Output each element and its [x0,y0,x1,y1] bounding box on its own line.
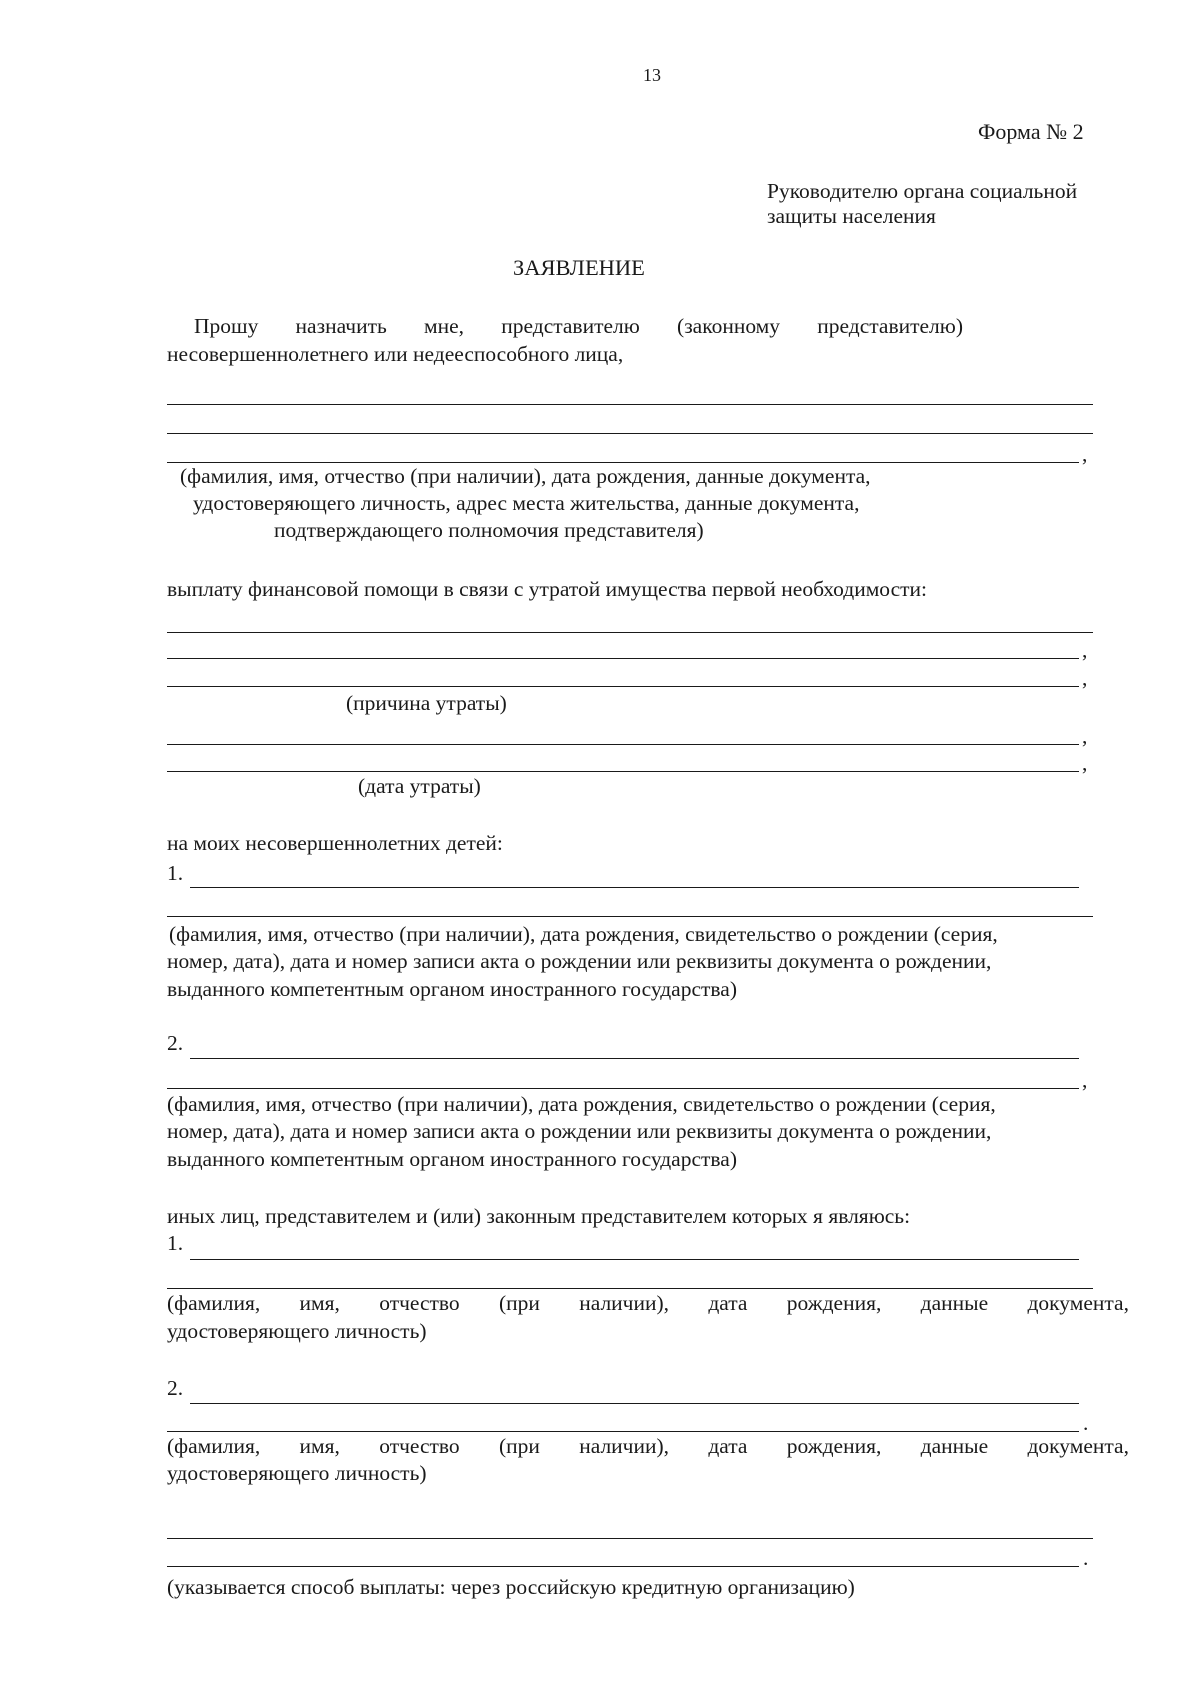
children-heading: на моих несовершеннолетних детей: [167,831,503,855]
caption-word: (при [498,1434,540,1458]
trailing-comma: , [1082,724,1088,748]
trailing-comma: , [1082,442,1088,466]
trailing-period: . [1083,1411,1089,1435]
person-1-field-line-2[interactable] [167,1288,1093,1289]
trailing-comma: , [1082,666,1088,690]
trailing-comma: , [1082,1068,1088,1092]
caption-word: рождения, [786,1291,882,1315]
intro-word: назначить [295,314,387,338]
person-caption-line-1 [167,1436,1129,1458]
loss-date-field-line-1[interactable] [167,744,1079,745]
applicant-caption-line-3: подтверждающего полномочия представителя) [274,518,704,542]
loss-field-line-2[interactable] [167,658,1079,659]
caption-word: (при [498,1291,540,1315]
caption-word: рождения, [786,1434,882,1458]
applicant-caption-line-1: (фамилия, имя, отчество (при наличии), дата рождения, данные документа, [180,464,871,488]
child-1-field-line-2[interactable] [167,916,1093,917]
person-caption-line-2: удостоверяющего личность) [167,1319,427,1343]
person-2-number: 2. [167,1376,184,1400]
trailing-comma: , [1082,751,1088,775]
caption-word: документа, [1027,1291,1129,1315]
caption-word: дата [708,1291,748,1315]
payment-method-caption: (указывается способ выплаты: через российскую кредитную организацию) [167,1575,855,1599]
loss-field-line-3[interactable] [167,686,1079,687]
loss-reason-caption: (причина утраты) [346,691,507,715]
intro-word: (законному [677,314,781,338]
caption-word: наличии), [579,1434,670,1458]
payment-request-text: выплату финансовой помощи в связи с утратой имущества первой необходимости: [167,577,928,601]
child-1-number: 1. [167,861,184,885]
intro-word: представителю) [817,314,963,338]
intro-word: представителю [501,314,640,338]
caption-word: отчество [379,1434,460,1458]
child-2-field-line-1[interactable] [190,1058,1079,1059]
caption-word: (фамилия, [167,1291,261,1315]
loss-field-line-1[interactable] [167,632,1093,633]
page-number: 13 [643,65,661,85]
child-1-field-line-1[interactable] [190,887,1079,888]
person-2-field-line-2[interactable] [167,1431,1079,1432]
applicant-field-line-1[interactable] [167,404,1093,405]
other-persons-heading: иных лиц, представителем и (или) законным представителем которых я являюсь: [167,1204,911,1228]
person-1-number: 1. [167,1231,184,1255]
addressee-line-1: Руководителю органа социальной [767,179,1078,203]
intro-line-2: несовершеннолетнего или недееспособного лица, [167,342,624,366]
child-2-field-line-2[interactable] [167,1088,1079,1089]
loss-date-caption: (дата утраты) [358,774,481,798]
caption-word: дата [708,1434,748,1458]
loss-date-field-line-2[interactable] [167,771,1079,772]
applicant-caption-line-2: удостоверяющего личность, адрес места жительства, данные документа, [193,491,860,515]
child-caption-line-2: номер, дата), дата и номер записи акта о рождении или реквизиты документа о рождении, [167,1119,992,1143]
caption-word: документа, [1027,1434,1129,1458]
intro-word: мне, [424,314,465,338]
caption-word: данные [920,1434,989,1458]
caption-word: имя, [299,1291,340,1315]
trailing-period: . [1083,1546,1089,1570]
caption-word: данные [920,1291,989,1315]
person-1-field-line-1[interactable] [190,1259,1079,1260]
caption-word: отчество [379,1291,460,1315]
payment-method-field-line-2[interactable] [167,1566,1079,1567]
caption-word: наличии), [579,1291,670,1315]
applicant-field-line-2[interactable] [167,433,1093,434]
person-2-field-line-1[interactable] [190,1403,1079,1404]
child-caption-line-2: номер, дата), дата и номер записи акта о рождении или реквизиты документа о рождении, [167,949,992,973]
intro-line-1 [194,316,963,338]
caption-word: (фамилия, [167,1434,261,1458]
addressee-line-2: защиты населения [767,204,936,228]
form-number: Форма № 2 [978,119,1084,144]
child-caption-line-3: выданного компетентным органом иностранного государства) [167,977,737,1001]
child-caption-line-1: (фамилия, имя, отчество (при наличии), дата рождения, свидетельство о рождении (серия, [169,922,998,946]
applicant-field-line-3[interactable] [167,462,1079,463]
document-title: ЗАЯВЛЕНИЕ [513,255,645,280]
trailing-comma: , [1082,638,1088,662]
payment-method-field-line-1[interactable] [167,1538,1093,1539]
child-caption-line-3: выданного компетентным органом иностранного государства) [167,1147,737,1171]
intro-word: Прошу [194,314,259,338]
child-caption-line-1: (фамилия, имя, отчество (при наличии), дата рождения, свидетельство о рождении (серия, [167,1092,996,1116]
person-caption-line-1 [167,1293,1129,1315]
person-caption-line-2: удостоверяющего личность) [167,1461,427,1485]
child-2-number: 2. [167,1031,184,1055]
caption-word: имя, [299,1434,340,1458]
